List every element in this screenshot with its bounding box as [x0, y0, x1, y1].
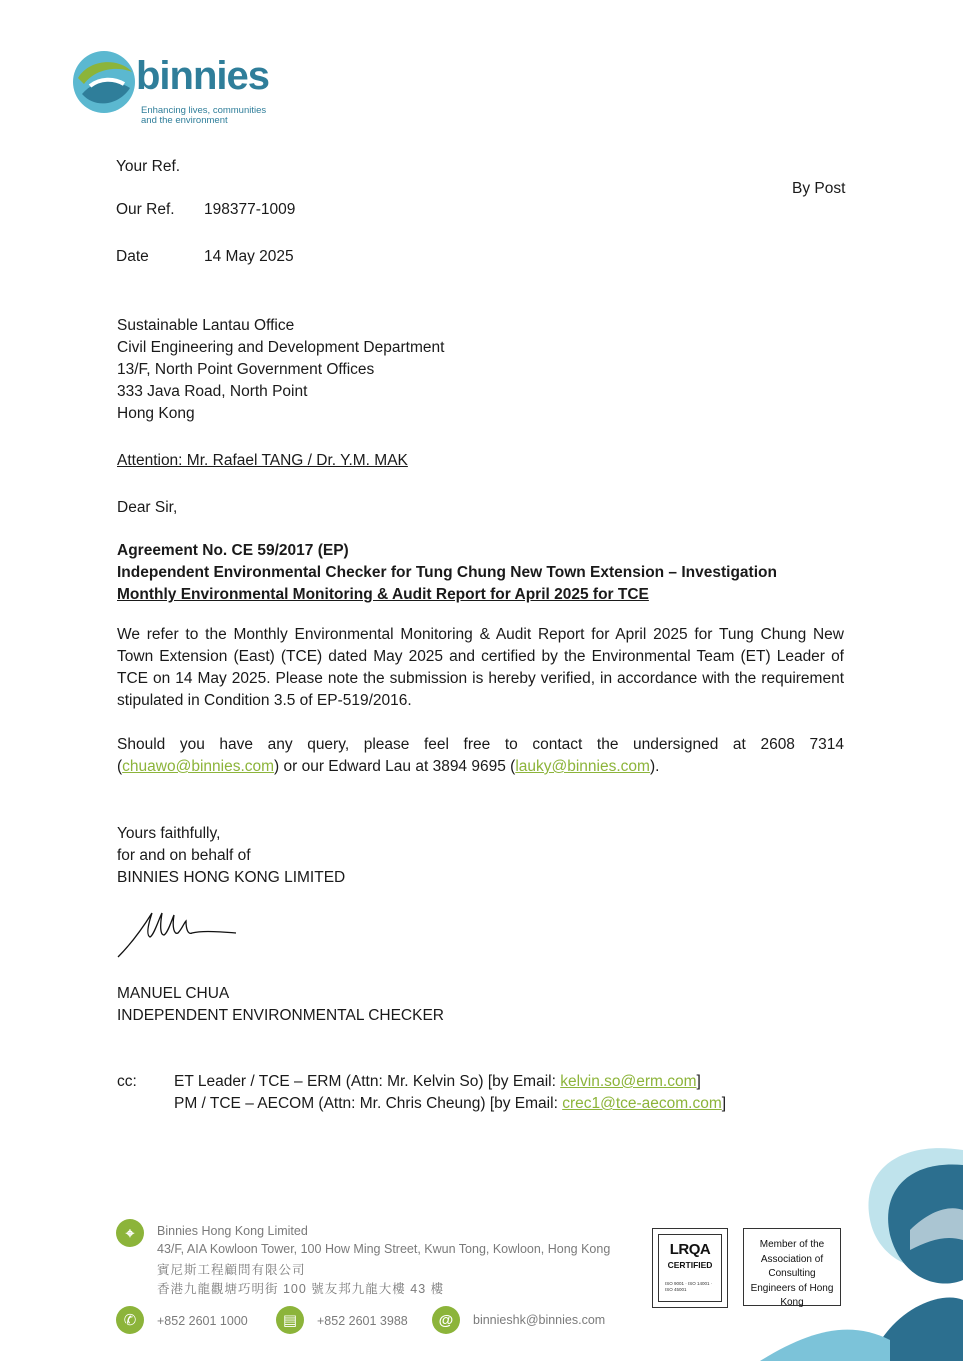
footer-email[interactable]: binnieshk@binnies.com — [473, 1313, 606, 1327]
signature-image — [112, 905, 242, 963]
lrqa-certified: CERTIFIED — [667, 1260, 713, 1270]
subject-block — [117, 540, 844, 606]
cc-label: cc: — [117, 1073, 137, 1090]
our-ref-label: Our Ref. — [116, 201, 175, 218]
cc-text: PM / TCE – AECOM (Attn: Mr. Chris Cheung) [by Email: — [174, 1095, 563, 1112]
attention-line: Attention: Mr. Rafael TANG / Dr. Y.M. MAK — [117, 452, 408, 469]
subject-report: Monthly Environmental Monitoring & Audit Report for April 2025 for TCE — [117, 586, 649, 603]
logo-wordmark: binnies — [136, 54, 270, 98]
email-link-lauky[interactable]: lauky@binnies.com — [515, 758, 650, 775]
recipient-line: 333 Java Road, North Point — [117, 383, 308, 400]
email-link-crec1[interactable]: crec1@tce-aecom.com — [562, 1095, 722, 1112]
footer-address: 43/F, AIA Kowloon Tower, 100 How Ming Street, Kwun Tong, Kowloon, Hong Kong — [157, 1242, 611, 1256]
paragraph-contact — [117, 734, 844, 778]
closing-company: BINNIES HONG KONG LIMITED — [117, 869, 346, 886]
date-label: Date — [116, 248, 149, 265]
recipient-line: Sustainable Lantau Office — [117, 317, 295, 334]
signer-name: MANUEL CHUA — [117, 985, 230, 1002]
signer-title: INDEPENDENT ENVIRONMENTAL CHECKER — [117, 1007, 444, 1024]
our-ref-value: 198377-1009 — [204, 201, 296, 218]
phone-icon: ✆ — [116, 1306, 144, 1334]
your-ref-label: Your Ref. — [116, 158, 181, 175]
contact-text: ) or our Edward Lau at 3894 9695 ( — [274, 758, 516, 775]
closing-line: Yours faithfully, — [117, 825, 221, 842]
acehk-membership-badge — [743, 1228, 841, 1306]
cc-line-aecom — [174, 1093, 726, 1115]
signer-block — [117, 983, 444, 1027]
subject-title: Independent Environmental Checker for Tung Chung New Town Extension – Investigation — [117, 564, 777, 581]
closing-line: for and on behalf of — [117, 847, 251, 864]
fax-icon: ▤ — [276, 1306, 304, 1334]
lrqa-iso: ISO 9001 · ISO 14001 · ISO 45001 — [665, 1281, 713, 1292]
recipient-address — [117, 315, 444, 425]
subject-agreement: Agreement No. CE 59/2017 (EP) — [117, 542, 349, 559]
location-pin-icon: ⌖ — [116, 1219, 144, 1247]
paragraph-verification: We refer to the Monthly Environmental Monitoring & Audit Report for April 2025 for Tung Chung New Town Extension (East) (TCE) dated May 2025 and certified by the Environmental Team (ET) Leader of TCE on 14 May 2025. Please note the submission is hereby verified, in accordance with the requirement stipulated in Condition 3.5 of EP-519/2016. — [117, 626, 844, 709]
date-value: 14 May 2025 — [204, 248, 294, 265]
email-link-kelvin[interactable]: kelvin.so@erm.com — [560, 1073, 697, 1090]
footer-fax: +852 2601 3988 — [317, 1314, 408, 1328]
cc-text: ET Leader / TCE – ERM (Attn: Mr. Kelvin So) [by Email: — [174, 1073, 561, 1090]
tagline-line-1: Enhancing lives, communities — [141, 105, 267, 116]
logo-tagline — [141, 106, 266, 126]
recipient-line: 13/F, North Point Government Offices — [117, 361, 375, 378]
footer-cn-name: 賓尼斯工程顧問有限公司 — [157, 1263, 306, 1277]
contact-text: ). — [649, 758, 660, 775]
cc-text: ] — [721, 1095, 727, 1112]
salutation: Dear Sir, — [117, 499, 178, 516]
cc-text: ] — [696, 1073, 701, 1090]
lrqa-title: LRQA — [669, 1241, 711, 1258]
cc-line-erm — [174, 1071, 701, 1093]
contact-text: Should you have any query, please feel free to contact the undersigned at 2608 7314 ( — [117, 736, 844, 775]
footer-phone: +852 2601 1000 — [157, 1314, 248, 1328]
lrqa-certification-badge — [652, 1228, 728, 1308]
recipient-line: Hong Kong — [117, 405, 195, 422]
recipient-line: Civil Engineering and Development Department — [117, 339, 445, 356]
company-logo — [70, 48, 300, 130]
binnies-emblem-icon — [70, 48, 140, 118]
footer-cn-address: 香港九龍觀塘巧明街 100 號友邦九龍大樓 43 樓 — [157, 1282, 445, 1296]
footer-company-name: Binnies Hong Kong Limited — [157, 1224, 308, 1238]
acehk-text: Member of the Association of Consulting Engineers of Hong Kong — [750, 1239, 834, 1308]
tagline-line-2: and the environment — [141, 115, 228, 126]
closing-block — [117, 823, 345, 889]
email-link-chuawo[interactable]: chuawo@binnies.com — [122, 758, 275, 775]
email-icon: @ — [432, 1306, 460, 1334]
delivery-method: By Post — [792, 180, 846, 197]
